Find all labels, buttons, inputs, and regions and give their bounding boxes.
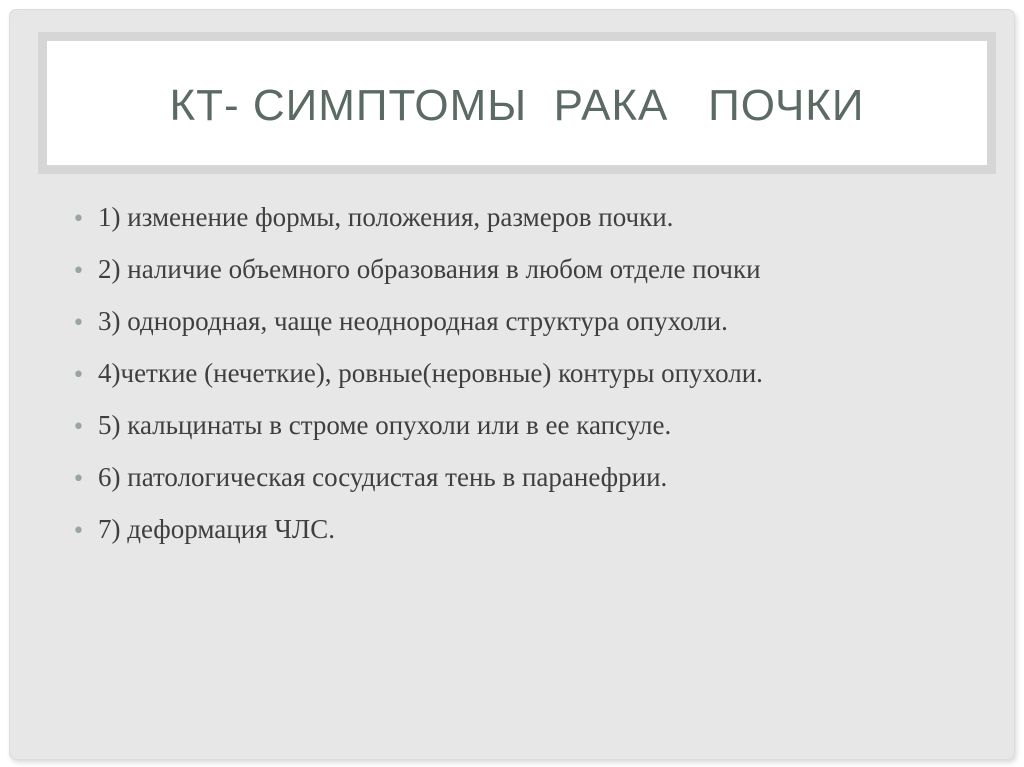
list-item: [72, 202, 992, 254]
bullet-text: 6) патологическая сосудистая тень в паранефрии.: [98, 462, 668, 492]
bullet-icon: •: [72, 259, 85, 284]
list-item: [72, 306, 992, 358]
list-item: [72, 410, 992, 462]
title-frame: [38, 32, 996, 174]
list-item: [72, 514, 992, 566]
bullet-icon: •: [72, 519, 85, 544]
slide-title: КТ- СИМПТОМЫ РАКА ПОЧКИ: [169, 81, 865, 130]
bullet-text: 3) однородная, чаще неоднородная структура опухоли.: [98, 306, 728, 336]
bullet-icon: •: [72, 207, 85, 232]
bullet-icon: •: [72, 415, 85, 440]
bullet-text: 4)четкие (нечеткие), ровные(неровные) контуры опухоли.: [98, 358, 763, 388]
bullet-text: 2) наличие объемного образования в любом отделе почки: [98, 254, 761, 284]
bullet-text: 5) кальцинаты в строме опухоли или в ее капсуле.: [98, 410, 672, 440]
list-item: [72, 462, 992, 514]
list-item: [72, 254, 992, 306]
slide: [10, 10, 1014, 759]
bullet-text: 1) изменение формы, положения, размеров почки.: [98, 202, 674, 232]
list-item: [72, 358, 992, 410]
title-panel: [47, 41, 987, 165]
bullet-list: [72, 202, 992, 566]
bullet-icon: •: [72, 363, 85, 388]
bullet-icon: •: [72, 467, 85, 492]
bullet-text: 7) деформация ЧЛС.: [98, 514, 335, 544]
bullet-icon: •: [72, 311, 85, 336]
